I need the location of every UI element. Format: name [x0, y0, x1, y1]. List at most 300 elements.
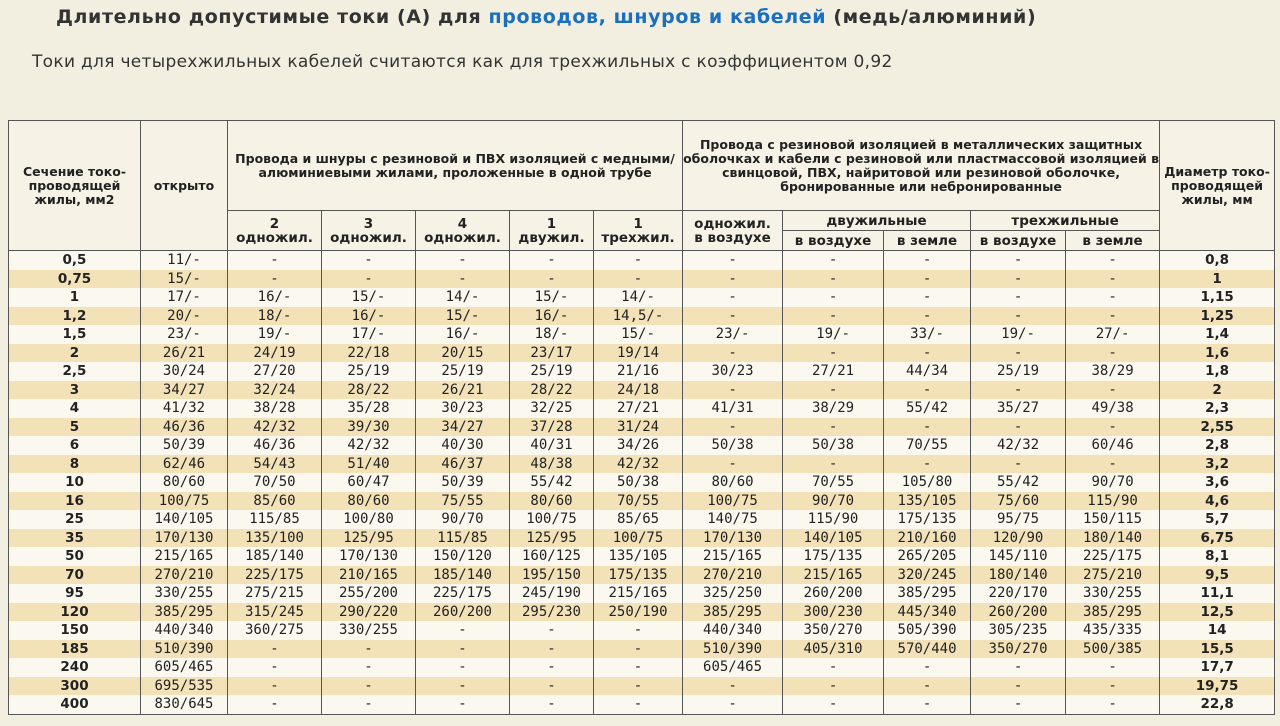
cell-current: -: [1066, 307, 1160, 326]
cell-current: -: [783, 455, 884, 474]
cell-current: 170/130: [322, 547, 416, 566]
cell-current: -: [322, 677, 416, 696]
cell-current: 15/-: [594, 325, 683, 344]
cell-current: 150/115: [1066, 510, 1160, 529]
cell-diameter: 3,6: [1160, 473, 1275, 492]
cell-current: 54/43: [228, 455, 322, 474]
cell-current: 32/25: [510, 399, 594, 418]
cell-current: 70/50: [228, 473, 322, 492]
cell-current: 405/310: [783, 640, 884, 659]
cell-current: 115/85: [416, 529, 510, 548]
current-table-container: [8, 120, 1274, 715]
cell-current: 440/340: [683, 621, 783, 640]
cell-current: 140/75: [683, 510, 783, 529]
pipe-col-3-label: одножил.: [424, 229, 501, 246]
cell-current: 100/75: [141, 492, 228, 511]
cell-current: 80/60: [141, 473, 228, 492]
cell-current: -: [783, 677, 884, 696]
cell-current: 385/295: [884, 584, 971, 603]
table-row: [9, 510, 1275, 529]
cell-section: 185: [9, 640, 141, 659]
cell-current: -: [884, 695, 971, 714]
cell-current: 125/95: [322, 529, 416, 548]
cell-current: -: [322, 251, 416, 270]
cell-current: 18/-: [510, 325, 594, 344]
current-table: [8, 120, 1275, 715]
cell-diameter: 9,5: [1160, 566, 1275, 585]
cell-current: 210/160: [884, 529, 971, 548]
header-pipe-col-1: [228, 211, 322, 251]
cell-diameter: 2,55: [1160, 418, 1275, 437]
cell-current: 55/42: [884, 399, 971, 418]
cell-current: 100/80: [322, 510, 416, 529]
cell-current: 17/-: [322, 325, 416, 344]
cell-diameter: 1,8: [1160, 362, 1275, 381]
cell-current: 385/295: [683, 603, 783, 622]
cell-current: -: [783, 307, 884, 326]
header-pipe-col-3: [416, 211, 510, 251]
cell-diameter: 22,8: [1160, 695, 1275, 714]
cell-current: -: [1066, 455, 1160, 474]
cell-current: -: [783, 288, 884, 307]
pipe-col-5-label: трехжил.: [601, 229, 675, 246]
cell-current: -: [594, 251, 683, 270]
page-title: [56, 6, 1036, 28]
cell-current: 21/16: [594, 362, 683, 381]
cell-current: 40/30: [416, 436, 510, 455]
cell-current: -: [971, 658, 1066, 677]
header-diameter: Диаметр токо-проводящей жилы, мм: [1160, 121, 1275, 251]
cell-current: 34/27: [416, 418, 510, 437]
cell-current: -: [510, 658, 594, 677]
cell-current: 20/15: [416, 344, 510, 363]
cell-current: 44/34: [884, 362, 971, 381]
cell-current: 25/19: [971, 362, 1066, 381]
table-row: [9, 288, 1275, 307]
cell-current: -: [971, 251, 1066, 270]
cell-current: 300/230: [783, 603, 884, 622]
cell-current: 27/20: [228, 362, 322, 381]
cell-current: 30/23: [683, 362, 783, 381]
cell-current: 25/19: [416, 362, 510, 381]
cell-current: 270/210: [141, 566, 228, 585]
cell-current: 360/275: [228, 621, 322, 640]
cell-current: 330/255: [322, 621, 416, 640]
cell-current: -: [1066, 658, 1160, 677]
cell-current: 90/70: [416, 510, 510, 529]
cell-current: 185/140: [228, 547, 322, 566]
cell-current: 315/245: [228, 603, 322, 622]
cell-diameter: 5,7: [1160, 510, 1275, 529]
cell-current: 170/130: [141, 529, 228, 548]
cell-current: 225/175: [1066, 547, 1160, 566]
cell-current: 60/46: [1066, 436, 1160, 455]
cell-current: -: [228, 658, 322, 677]
cell-current: 27/-: [1066, 325, 1160, 344]
cell-current: 50/39: [141, 436, 228, 455]
cell-diameter: 15,5: [1160, 640, 1275, 659]
cell-diameter: 0,8: [1160, 251, 1275, 270]
cell-current: 250/190: [594, 603, 683, 622]
cell-diameter: 2,3: [1160, 399, 1275, 418]
header-two-core: двужильные: [783, 211, 971, 231]
cell-current: 350/270: [971, 640, 1066, 659]
cell-current: 30/23: [416, 399, 510, 418]
cell-current: -: [971, 288, 1066, 307]
cell-current: -: [884, 658, 971, 677]
cell-current: -: [322, 658, 416, 677]
cell-section: 240: [9, 658, 141, 677]
cell-current: 46/36: [141, 418, 228, 437]
cell-section: 4: [9, 399, 141, 418]
cell-current: 22/18: [322, 344, 416, 363]
header-section: Сечение токо-проводящей жилы, мм2: [9, 121, 141, 251]
cell-current: 15/-: [322, 288, 416, 307]
page-subtitle: Токи для четырехжильных кабелей считаются как для трехжильных с коэффициентом 0,92: [32, 52, 893, 72]
cell-current: -: [228, 270, 322, 289]
cell-current: 14,5/-: [594, 307, 683, 326]
cell-current: -: [884, 455, 971, 474]
cell-current: 26/21: [416, 381, 510, 400]
cell-current: 135/100: [228, 529, 322, 548]
cell-current: 140/105: [783, 529, 884, 548]
cell-current: 245/190: [510, 584, 594, 603]
cell-current: -: [228, 251, 322, 270]
table-row: [9, 603, 1275, 622]
cell-current: 100/75: [510, 510, 594, 529]
cell-current: 215/165: [683, 547, 783, 566]
cell-current: -: [683, 251, 783, 270]
cell-current: 440/340: [141, 621, 228, 640]
cell-section: 3: [9, 381, 141, 400]
cell-section: 2: [9, 344, 141, 363]
cell-current: -: [510, 695, 594, 714]
cell-diameter: 1,25: [1160, 307, 1275, 326]
cell-current: 46/37: [416, 455, 510, 474]
cell-current: 260/200: [416, 603, 510, 622]
cell-current: -: [1066, 344, 1160, 363]
header-two-core-air: в воздухе: [783, 231, 884, 251]
cell-current: 51/40: [322, 455, 416, 474]
cell-current: 100/75: [594, 529, 683, 548]
cell-current: -: [884, 381, 971, 400]
cell-current: -: [783, 270, 884, 289]
cell-current: 42/32: [971, 436, 1066, 455]
cell-diameter: 4,6: [1160, 492, 1275, 511]
cell-current: -: [783, 418, 884, 437]
cell-current: 41/31: [683, 399, 783, 418]
cell-current: 505/390: [884, 621, 971, 640]
cell-current: 15/-: [141, 270, 228, 289]
table-row: [9, 381, 1275, 400]
cell-current: -: [971, 307, 1066, 326]
cell-current: 305/235: [971, 621, 1066, 640]
cell-current: 145/110: [971, 547, 1066, 566]
cell-current: 48/38: [510, 455, 594, 474]
cell-current: -: [416, 621, 510, 640]
cell-section: 2,5: [9, 362, 141, 381]
cell-current: -: [1066, 288, 1160, 307]
cell-current: -: [884, 344, 971, 363]
cell-current: -: [594, 658, 683, 677]
cell-current: 115/85: [228, 510, 322, 529]
cell-current: -: [228, 640, 322, 659]
cell-current: 32/24: [228, 381, 322, 400]
cell-current: -: [1066, 381, 1160, 400]
cell-current: -: [683, 418, 783, 437]
cell-current: 175/135: [783, 547, 884, 566]
cell-current: -: [783, 344, 884, 363]
cell-current: -: [594, 640, 683, 659]
cell-current: 40/31: [510, 436, 594, 455]
cell-current: 210/165: [322, 566, 416, 585]
cell-current: 135/105: [884, 492, 971, 511]
cell-current: 435/335: [1066, 621, 1160, 640]
cell-diameter: 12,5: [1160, 603, 1275, 622]
cell-current: 90/70: [783, 492, 884, 511]
cell-section: 16: [9, 492, 141, 511]
cell-current: 41/32: [141, 399, 228, 418]
cell-current: 330/255: [1066, 584, 1160, 603]
table-row: [9, 325, 1275, 344]
cell-current: 275/215: [228, 584, 322, 603]
cell-current: -: [683, 288, 783, 307]
cell-section: 50: [9, 547, 141, 566]
cell-current: 19/-: [783, 325, 884, 344]
cell-current: 16/-: [228, 288, 322, 307]
table-row: [9, 640, 1275, 659]
cell-section: 5: [9, 418, 141, 437]
cell-current: 37/28: [510, 418, 594, 437]
cell-current: 80/60: [322, 492, 416, 511]
cell-current: -: [783, 658, 884, 677]
cell-section: 35: [9, 529, 141, 548]
cell-current: 24/18: [594, 381, 683, 400]
cell-current: 16/-: [416, 325, 510, 344]
cell-section: 120: [9, 603, 141, 622]
cell-current: -: [971, 344, 1066, 363]
cell-current: -: [510, 270, 594, 289]
table-row: [9, 677, 1275, 696]
cell-current: -: [884, 418, 971, 437]
table-row: [9, 566, 1275, 585]
pipe-col-3-num: 4: [457, 215, 468, 232]
cell-current: 160/125: [510, 547, 594, 566]
header-pipe-col-4: [510, 211, 594, 251]
cell-current: 24/19: [228, 344, 322, 363]
table-row: [9, 399, 1275, 418]
table-body: [9, 251, 1275, 715]
cell-current: 30/24: [141, 362, 228, 381]
cell-current: 34/27: [141, 381, 228, 400]
cell-diameter: 6,75: [1160, 529, 1275, 548]
cell-current: 220/170: [971, 584, 1066, 603]
cell-current: -: [594, 677, 683, 696]
cell-current: 350/270: [783, 621, 884, 640]
cell-current: -: [228, 695, 322, 714]
cell-current: 26/21: [141, 344, 228, 363]
cell-current: -: [1066, 251, 1160, 270]
cell-current: -: [683, 677, 783, 696]
cell-current: 125/95: [510, 529, 594, 548]
cell-current: -: [510, 621, 594, 640]
cell-current: -: [683, 455, 783, 474]
cell-current: 330/255: [141, 584, 228, 603]
cell-current: 70/55: [783, 473, 884, 492]
cell-current: 23/-: [683, 325, 783, 344]
cell-current: -: [510, 677, 594, 696]
table-row: [9, 621, 1275, 640]
cell-current: 85/65: [594, 510, 683, 529]
cell-current: 50/38: [594, 473, 683, 492]
cell-current: 385/295: [1066, 603, 1160, 622]
cell-current: 38/29: [783, 399, 884, 418]
cell-diameter: 1,6: [1160, 344, 1275, 363]
cell-current: 185/140: [416, 566, 510, 585]
table-row: [9, 418, 1275, 437]
cell-section: 150: [9, 621, 141, 640]
cell-current: 42/32: [228, 418, 322, 437]
cell-current: 34/26: [594, 436, 683, 455]
cell-current: -: [416, 640, 510, 659]
cell-section: 0,5: [9, 251, 141, 270]
table-row: [9, 695, 1275, 714]
cell-current: -: [416, 251, 510, 270]
table-row: [9, 436, 1275, 455]
cell-current: -: [416, 270, 510, 289]
cell-diameter: 14: [1160, 621, 1275, 640]
cell-current: -: [322, 270, 416, 289]
header-three-core-air: в воздухе: [971, 231, 1066, 251]
cell-section: 25: [9, 510, 141, 529]
cell-current: 275/210: [1066, 566, 1160, 585]
cell-current: -: [510, 251, 594, 270]
cell-current: -: [971, 381, 1066, 400]
cell-current: 140/105: [141, 510, 228, 529]
header-open: открыто: [141, 121, 228, 251]
cell-current: -: [971, 455, 1066, 474]
cell-current: 325/250: [683, 584, 783, 603]
cell-current: 195/150: [510, 566, 594, 585]
cell-current: 28/22: [322, 381, 416, 400]
cell-current: 23/17: [510, 344, 594, 363]
title-highlight-link[interactable]: проводов, шнуров и кабелей: [488, 6, 827, 28]
cell-section: 1: [9, 288, 141, 307]
cell-current: 25/19: [510, 362, 594, 381]
cell-current: -: [416, 658, 510, 677]
cell-current: 510/390: [141, 640, 228, 659]
cell-current: -: [683, 307, 783, 326]
cell-current: -: [783, 381, 884, 400]
cell-diameter: 1: [1160, 270, 1275, 289]
cell-current: 14/-: [416, 288, 510, 307]
cell-current: 225/175: [416, 584, 510, 603]
cell-current: 100/75: [683, 492, 783, 511]
cell-current: 14/-: [594, 288, 683, 307]
cell-current: 605/465: [683, 658, 783, 677]
title-part1: Длительно допустимые токи (А) для: [56, 6, 489, 28]
cell-current: 180/140: [1066, 529, 1160, 548]
cell-current: 135/105: [594, 547, 683, 566]
cell-current: -: [322, 640, 416, 659]
table-row: [9, 584, 1275, 603]
title-part2: (медь/алюминий): [826, 6, 1037, 28]
cell-current: 18/-: [228, 307, 322, 326]
cell-current: 150/120: [416, 547, 510, 566]
cell-current: -: [971, 695, 1066, 714]
cell-current: -: [683, 270, 783, 289]
cell-current: -: [971, 677, 1066, 696]
single-core-air-label: в воздухе: [694, 229, 771, 246]
cell-current: 27/21: [783, 362, 884, 381]
cell-current: 90/70: [1066, 473, 1160, 492]
header-group-pipe: Провода и шнуры с резиновой и ПВХ изоляцией с медными/алюминиевыми жилами, проложенные в одной трубе: [228, 121, 683, 211]
pipe-col-1-num: 2: [269, 215, 280, 232]
cell-current: -: [510, 640, 594, 659]
cell-current: -: [1066, 677, 1160, 696]
cell-section: 10: [9, 473, 141, 492]
cell-section: 1,5: [9, 325, 141, 344]
cell-current: -: [884, 288, 971, 307]
cell-current: 105/80: [884, 473, 971, 492]
cell-current: 95/75: [971, 510, 1066, 529]
cell-current: -: [884, 677, 971, 696]
cell-current: -: [416, 695, 510, 714]
cell-current: 11/-: [141, 251, 228, 270]
cell-section: 0,75: [9, 270, 141, 289]
cell-current: 42/32: [322, 436, 416, 455]
cell-current: 16/-: [322, 307, 416, 326]
pipe-col-2-label: одножил.: [330, 229, 407, 246]
cell-current: 605/465: [141, 658, 228, 677]
cell-current: 80/60: [683, 473, 783, 492]
cell-current: 215/165: [594, 584, 683, 603]
cell-diameter: 3,2: [1160, 455, 1275, 474]
cell-current: 49/38: [1066, 399, 1160, 418]
cell-current: 260/200: [783, 584, 884, 603]
cell-diameter: 17,7: [1160, 658, 1275, 677]
cell-diameter: 2,8: [1160, 436, 1275, 455]
cell-section: 95: [9, 584, 141, 603]
cell-current: 510/390: [683, 640, 783, 659]
cell-current: 17/-: [141, 288, 228, 307]
cell-current: 19/-: [228, 325, 322, 344]
table-row: [9, 362, 1275, 381]
single-core-label: одножил.: [694, 215, 771, 232]
cell-current: 62/46: [141, 455, 228, 474]
header-three-core: трехжильные: [971, 211, 1160, 231]
cell-current: 75/55: [416, 492, 510, 511]
cell-section: 8: [9, 455, 141, 474]
cell-current: 175/135: [594, 566, 683, 585]
cell-current: -: [884, 270, 971, 289]
header-group-sheath: Провода с резиновой изоляцией в металлических защитных оболочках и кабели с резиновой или пластмассовой изоляцией в свинцовой, ПВХ, найритовой или резиновой оболочке, бронированные или небронированные: [683, 121, 1160, 211]
cell-diameter: 2: [1160, 381, 1275, 400]
cell-section: 70: [9, 566, 141, 585]
cell-current: -: [683, 381, 783, 400]
cell-current: 270/210: [683, 566, 783, 585]
cell-diameter: 19,75: [1160, 677, 1275, 696]
pipe-col-5-num: 1: [633, 215, 643, 232]
cell-current: 215/165: [783, 566, 884, 585]
cell-current: 80/60: [510, 492, 594, 511]
table-row: [9, 251, 1275, 270]
cell-diameter: 1,4: [1160, 325, 1275, 344]
cell-current: 385/295: [141, 603, 228, 622]
cell-current: 25/19: [322, 362, 416, 381]
cell-current: -: [322, 695, 416, 714]
table-row: [9, 529, 1275, 548]
